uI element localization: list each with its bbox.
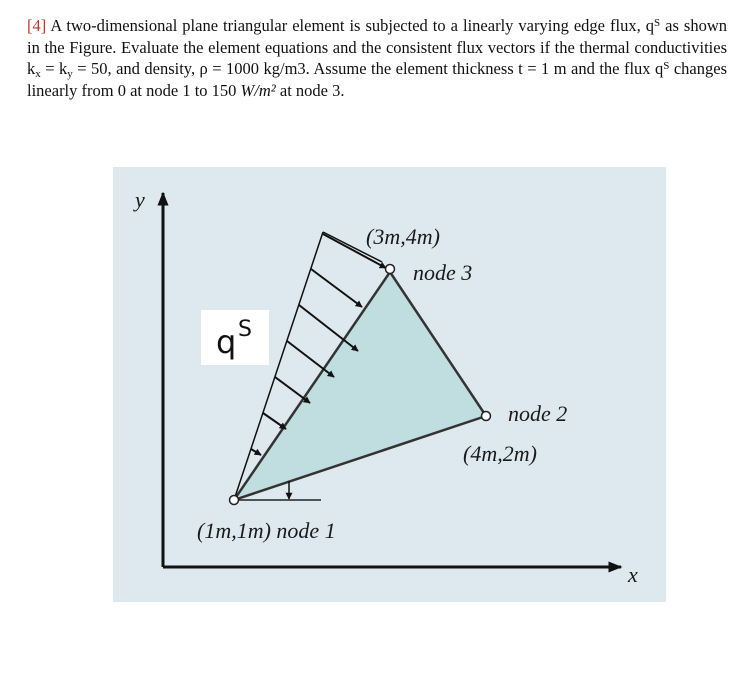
problem-text-3: = k [40,59,68,78]
figure-svg [113,167,666,602]
problem-number: [4] [27,16,47,35]
problem-text-2: as shown in the Figure. Evaluate the element equations and the consistent flux vectors if the thermal conductivities k [27,16,727,78]
problem-text-5: changes linearly from 0 at node 1 to 150 [27,59,727,100]
subscript-x: x [35,68,41,80]
node-3-label: node 3 [413,260,473,285]
problem-text-4: = 50, and density, ρ = 1000 kg/m3. Assume the element thickness t = 1 m and the flux q [72,59,664,78]
subscript-y: y [67,68,73,80]
node-1-label: (1m,1m) node 1 [197,518,336,543]
problem-statement [27,15,727,101]
flux-arrow [287,341,334,377]
flux-arrow [299,305,358,351]
flux-label-box [201,310,269,365]
flux-arrow [251,449,261,455]
flux-units: W/m² [240,80,276,100]
flux-arrow [263,413,286,429]
flux-superscript-1: S [653,17,661,29]
node-2-label: node 2 [508,401,568,426]
node-2-coordinate: (4m,2m) [463,441,537,466]
y-axis-label: y [135,187,145,212]
flux-arrow [311,269,362,307]
element-figure [113,167,666,602]
node-3-marker [386,265,395,274]
flux-label: q [216,323,237,361]
flux-superscript-2: S [663,60,670,72]
problem-text-1: A two-dimensional plane triangular element is subjected to a linearly varying edge flux, q [46,16,654,35]
node-2-marker [482,412,491,421]
flux-arrow [275,377,310,403]
node-1-marker [230,496,239,505]
node-3-coordinate: (3m,4m) [366,224,440,249]
problem-text-6: at node 3. [275,80,345,100]
x-axis-label: x [628,562,638,587]
flux-label-sup: S [238,317,252,342]
